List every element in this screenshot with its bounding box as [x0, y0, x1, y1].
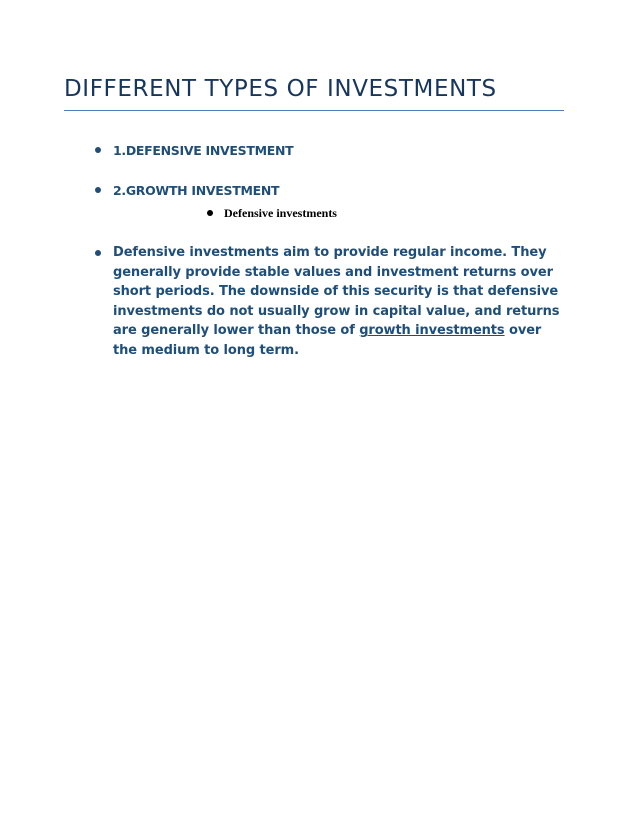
growth-investments-link[interactable]: growth investments [359, 323, 505, 339]
paragraph-text-end: over the medium to long term. [113, 323, 542, 358]
description-paragraph [113, 243, 563, 361]
paragraph-text: Defensive investments aim to provide regular income. They generally provide stable values and investment returns over short periods. The downside of this security is that defensive investments do not usually grow in capital value, and returns are generally lower than those of [113, 245, 560, 339]
title-underline [64, 110, 564, 111]
page-title: DIFFERENT TYPES OF INVESTMENTS [64, 76, 497, 102]
bullet-icon [95, 187, 101, 193]
sub-list-item: Defensive investments [224, 206, 337, 220]
bullet-icon [95, 147, 101, 153]
bullet-icon [95, 250, 101, 256]
list-item-growth: 2.GROWTH INVESTMENT [113, 183, 280, 198]
bullet-icon [207, 210, 213, 216]
list-item-defensive: 1.DEFENSIVE INVESTMENT [113, 143, 294, 158]
